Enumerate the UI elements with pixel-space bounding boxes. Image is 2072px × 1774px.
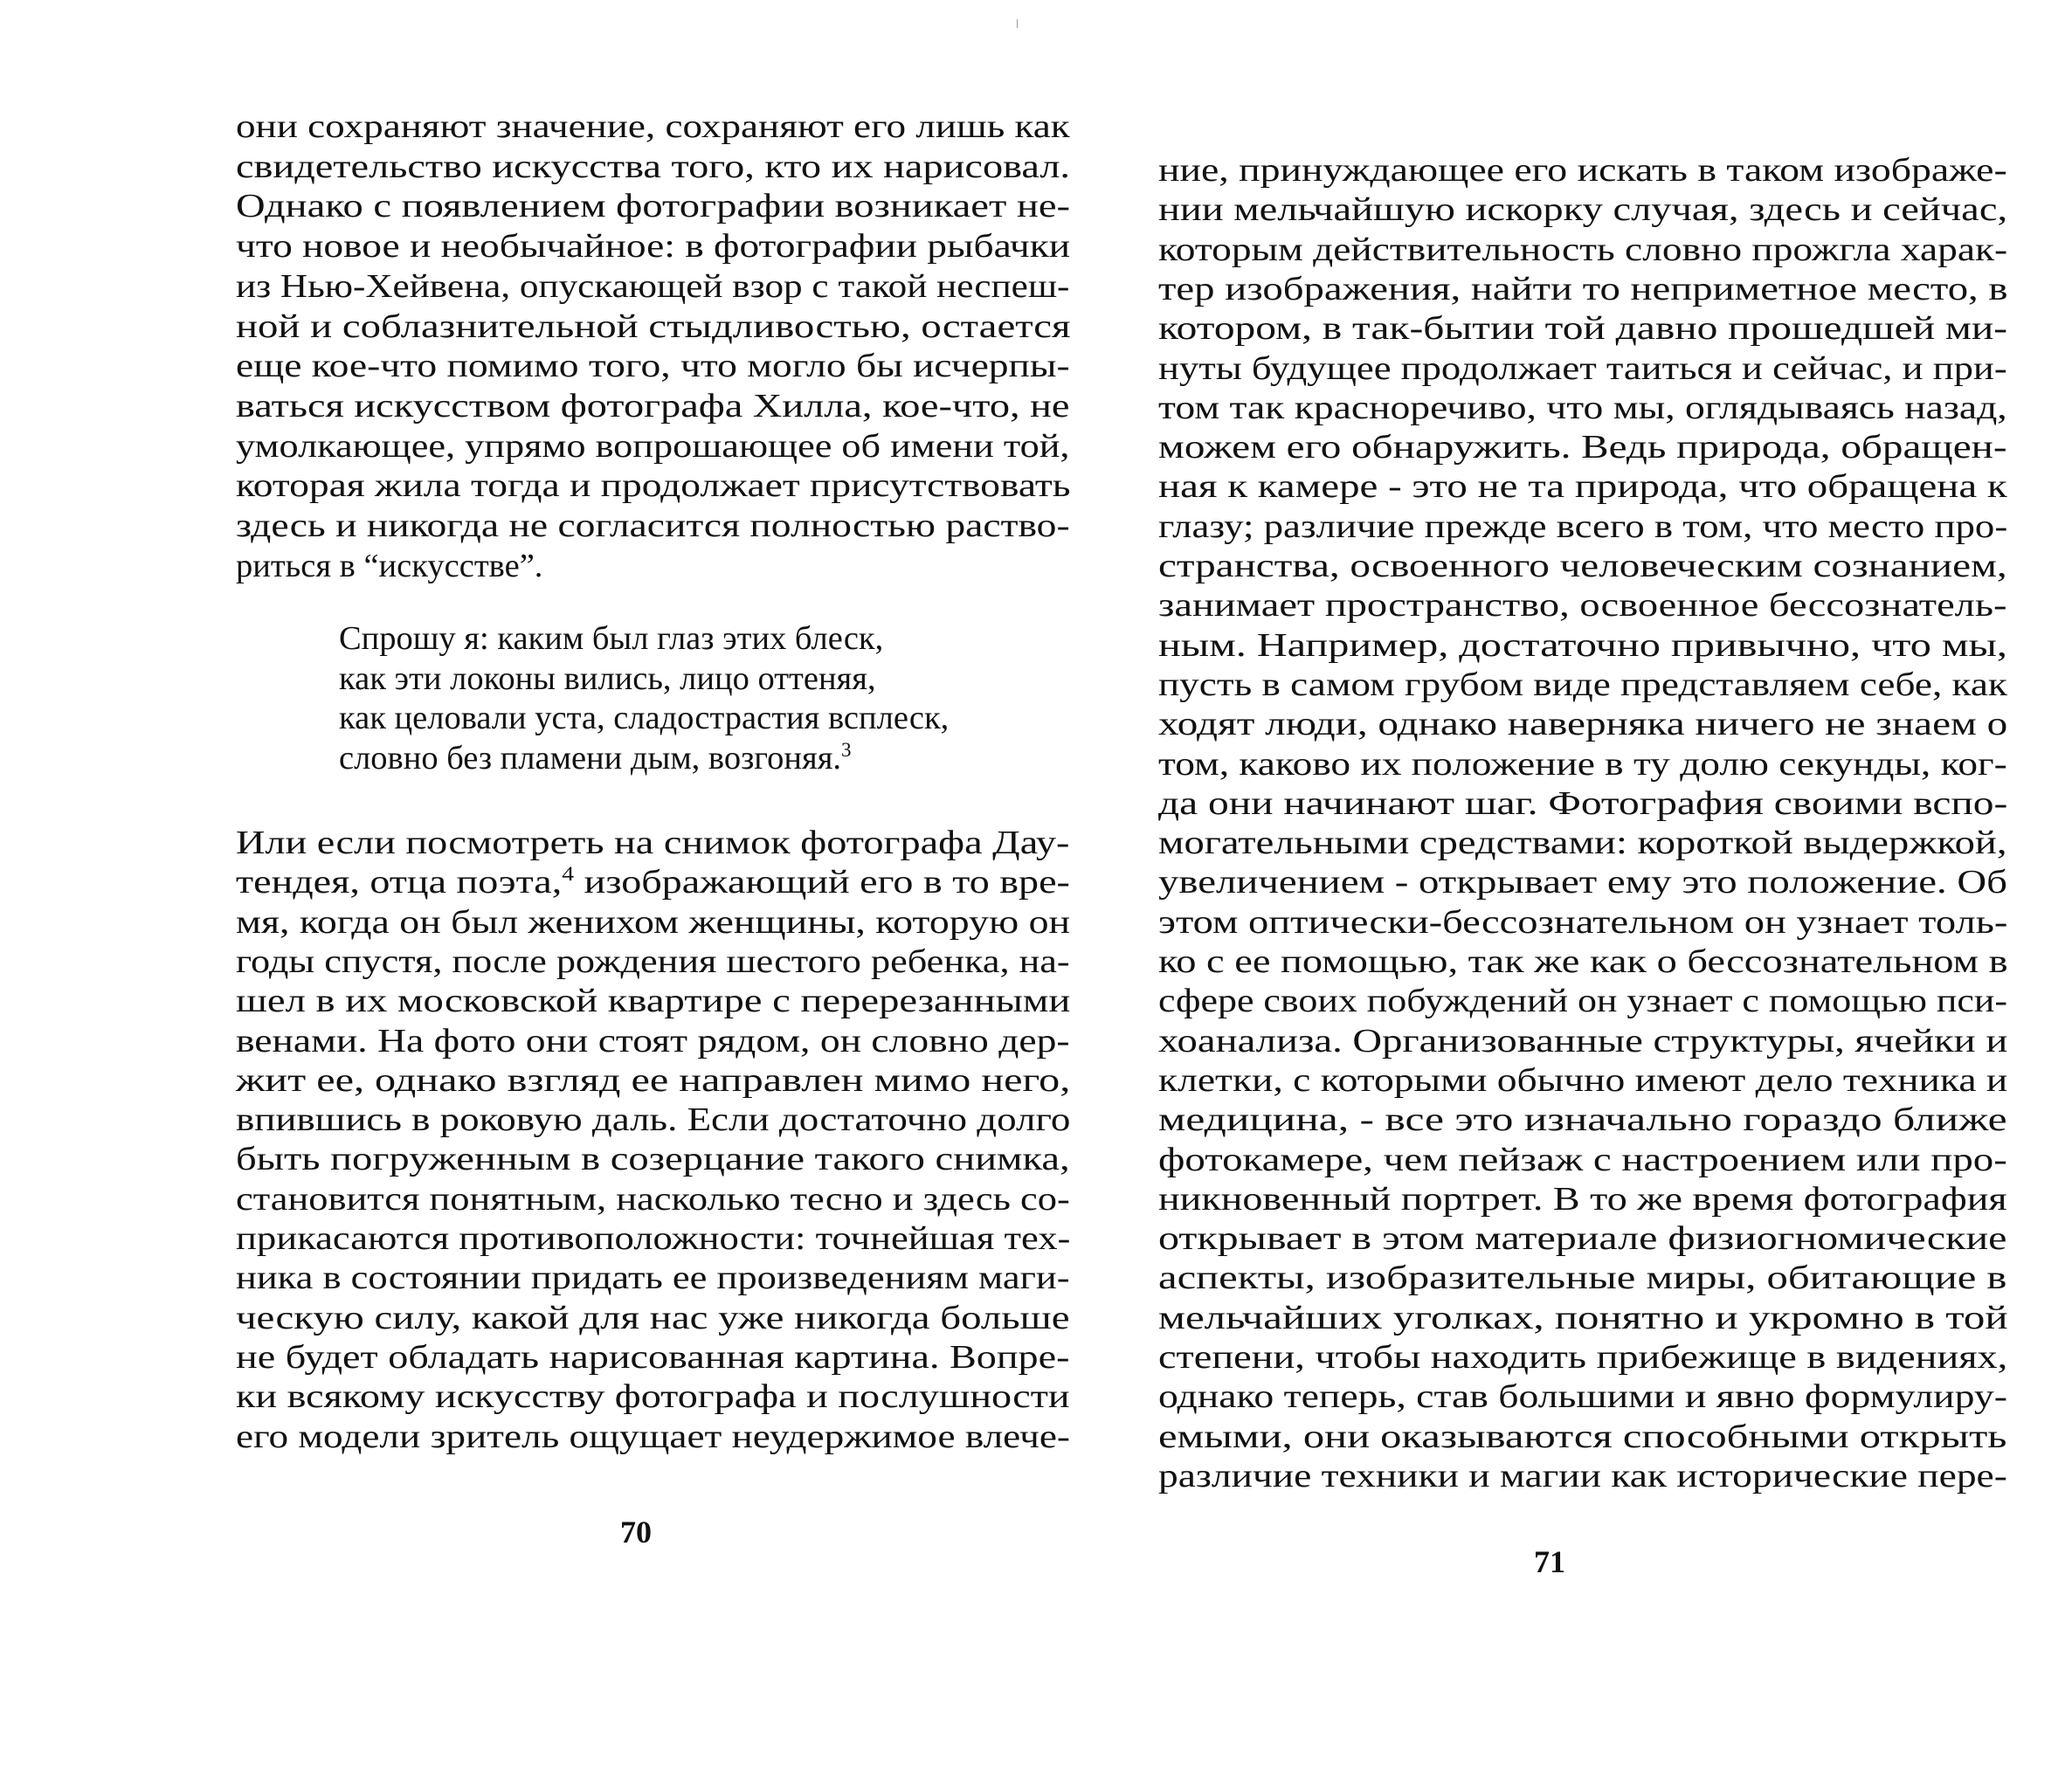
text-line (1158, 1140, 2007, 1180)
line-text: открывает в этом материале физиогномические (1158, 1220, 2007, 1258)
text-line (1158, 466, 2007, 507)
line-text: быть погруженным в созерцание такого снимка, (236, 1141, 1070, 1178)
line-text: ческую силу, какой для нас уже никогда больше (236, 1299, 1070, 1336)
text-line (1158, 1417, 2006, 1457)
line-text: емыми, они оказываются способными открыть (1158, 1418, 2007, 1455)
text-line (236, 1179, 1070, 1219)
right-page (1036, 0, 2072, 1774)
text-line (1158, 1377, 2007, 1417)
text-line (1158, 704, 2007, 744)
line-text: умолкающее, упрямо вопрошающее об имени той, (236, 427, 1070, 465)
page-number-right: 71 (1534, 1544, 1565, 1579)
line-text: ние, принуждающее его искать в таком изображе- (1158, 152, 2007, 189)
line-text: они сохраняют значение, сохраняют его лишь как (236, 108, 1070, 145)
line-text: различие техники и магии как исторические пере- (1158, 1457, 2007, 1494)
text-line (1158, 1179, 2007, 1219)
line-text: ной и соблазнительной стыдливостью, остается (236, 307, 1071, 345)
line-text: впившись в роковую даль. Если достаточно долго (236, 1101, 1071, 1139)
text-line (1158, 783, 2007, 824)
line-text: ника в состоянии придать ее произведениям маги- (236, 1260, 1070, 1297)
text-line (236, 1377, 1070, 1417)
text-line (236, 1060, 1070, 1101)
line-text: медицина, - все это изначально гораздо ближе (1158, 1101, 2007, 1139)
text-line (236, 902, 1070, 942)
text-line (1158, 1337, 2007, 1377)
line-text: фотокамере, чем пейзаж с настроением или про- (1158, 1141, 2007, 1178)
gutter-mark (1017, 19, 1018, 28)
page-number-left: 70 (620, 1515, 652, 1550)
line-text: нии мельчайшую искорку случая, здесь и сейчас, (1158, 191, 2008, 229)
line-text: можем его обнаружить. Ведь природа, обращен- (1158, 429, 2007, 466)
text-line (236, 1139, 1070, 1179)
text-line (1158, 150, 2007, 190)
text-line (1158, 507, 2007, 547)
text-line (236, 1100, 1070, 1140)
text-line (236, 346, 1070, 386)
text-line (1158, 665, 2007, 705)
text-line (339, 618, 883, 659)
line-text: свидетельство искусства того, кто их нарисовал. (236, 148, 1071, 185)
text-line (236, 426, 1069, 466)
text-line (1158, 1060, 2007, 1101)
text-line (236, 1021, 1070, 1061)
line-text: клетки, с которыми обычно имеют дело техника и (1158, 1061, 2008, 1099)
text-line (1158, 942, 2008, 982)
line-text: занимает пространство, освоенное бессознатель- (1158, 587, 2007, 625)
text-line (236, 506, 1070, 546)
text-line (236, 823, 1069, 863)
line-text: из Нью-Хейвена, опускающей взор с такой неспеш- (236, 267, 1070, 305)
verse-line: Спрошу я: каким был глаз этих блеск, (339, 620, 884, 657)
line-text: мя, когда он был женихом женщины, которую он (236, 903, 1070, 941)
verse-line: как целовали уста, сладострастия всплеск, (339, 700, 950, 736)
line-text-rest: изображающий его в то вре- (574, 864, 1070, 901)
text-line (236, 226, 1070, 266)
line-text: нуты будущее продолжает таиться и сейчас, и при- (1158, 349, 2007, 387)
text-line (1158, 1456, 2007, 1496)
line-text: могательными средствами: короткой выдержкой, (1158, 825, 2007, 862)
text-line (339, 698, 949, 738)
line-text: которым действительность словно прожгла харак- (1158, 231, 2008, 268)
text-line (236, 266, 1069, 307)
text-line (1158, 1298, 2008, 1338)
verse-line: как эти локоны вились, лицо оттеняя, (339, 659, 876, 697)
text-line (1158, 585, 2006, 625)
line-text: хоанализа. Организованные структуры, ячейки и (1158, 1022, 2008, 1060)
line-text: жит ее, однако взгляд ее направлен мимо него, (236, 1061, 1071, 1099)
text-line (1158, 388, 2007, 428)
line-text: которая жила тогда и продолжает присутствовать (236, 467, 1071, 505)
line-text: его модели зритель ощущает неудержимое влече- (236, 1418, 1070, 1455)
footnote-ref: 3 (841, 737, 852, 761)
line-text: Однако с появлением фотографии возникает не- (236, 188, 1071, 225)
text-line (1158, 902, 2007, 942)
text-line (236, 147, 1070, 187)
text-line (1158, 625, 2007, 666)
text-line (1158, 744, 2007, 784)
line-text: том, каково их положение в ту долю секунды, ког- (1158, 745, 2007, 783)
line-text: ко с ее помощью, так же как о бессознательном в (1158, 943, 2008, 980)
line-text: мельчайших уголках, понятно и укромно в той (1158, 1299, 2008, 1336)
line-text: ваться искусством фотографа Хилла, кое-что, не (236, 387, 1070, 425)
text-line (236, 186, 1070, 226)
line-text: шел в их московской квартире с перерезанными (236, 983, 1071, 1020)
text-line (236, 1218, 1070, 1259)
line-text: этом оптически-бессознательном он узнает толь- (1158, 903, 2008, 941)
text-line (1158, 1100, 2007, 1140)
text-line (1158, 1021, 2007, 1061)
line-text: еще кое-что помимо того, что могло бы исчерпы- (236, 348, 1070, 385)
line-text: никновенный портрет. В то же время фотография (1158, 1180, 2007, 1218)
text-line (236, 386, 1069, 426)
line-text: том так красноречиво, что мы, оглядываясь назад, (1158, 389, 2007, 426)
text-line (1158, 862, 2007, 902)
text-line (1158, 823, 2006, 863)
text-line (1158, 269, 2007, 309)
text-line (236, 1417, 1070, 1457)
text-line (1158, 427, 2007, 467)
text-line (1158, 230, 2007, 270)
text-line (1158, 546, 2007, 586)
line-text: тер изображения, найти то неприметное место, в (1158, 270, 2008, 307)
text-line (236, 307, 1071, 347)
footnote-ref: 4 (562, 862, 575, 886)
text-line (236, 862, 1070, 902)
text-line (1158, 1218, 2006, 1259)
line-text: ная к камере - это не та природа, что обращена к (1158, 468, 2007, 506)
text-line (339, 738, 852, 778)
line-text: ным. Например, достаточно привычно, что мы, (1158, 626, 2007, 664)
text-line (236, 1258, 1070, 1298)
text-line (236, 466, 1070, 506)
text-line (236, 942, 1070, 982)
line-text: здесь и никогда не согласится полностью раство- (236, 507, 1070, 544)
line-text: странства, освоенного человеческим сознанием, (1158, 548, 2007, 584)
line-text: риться в “искусстве”. (236, 547, 543, 584)
line-text: не будет обладать нарисованная картина. Вопре- (236, 1338, 1070, 1376)
text-line (236, 981, 1070, 1021)
text-line (1158, 308, 2007, 349)
line-text: венами. На фото они стоят рядом, он словно дер- (236, 1022, 1070, 1060)
text-line (236, 1298, 1070, 1338)
line-text: глазу; различие прежде всего в том, что место про- (1158, 507, 2008, 545)
line-text: ходят люди, однако наверняка ничего не знаем о (1158, 706, 2008, 743)
line-text: ки всякому искусству фотографа и послушности (236, 1378, 1070, 1416)
text-line (1158, 981, 2007, 1021)
verse-line: словно без пламени дым, возгоняя. (339, 739, 842, 777)
text-line (1158, 1258, 2006, 1298)
line-text: степени, чтобы находить прибежище в видениях, (1158, 1339, 2008, 1376)
line-text: Или если посмотреть на снимок фотографа Дау- (236, 825, 1070, 861)
text-line (236, 107, 1070, 147)
line-text: прикасаются противоположности: точнейшая тех- (236, 1220, 1071, 1257)
line-text: увеличением - открывает ему это положение. Об (1158, 864, 2007, 901)
line-text: что новое и необычайное: в фотографии рыбачки (236, 228, 1071, 266)
line-text: котором, в так-бытии той давно прошедшей ми- (1158, 310, 2008, 348)
text-line (1158, 349, 2007, 389)
line-text: тендея, отца поэта, (236, 864, 563, 901)
text-line (1158, 190, 2007, 230)
line-text: годы спустя, после рождения шестого ребенка, на- (236, 942, 1070, 980)
line-text: пусть в самом грубом виде представляем себе, как (1158, 666, 2007, 703)
line-text: становится понятным, насколько тесно и здесь со- (236, 1180, 1070, 1218)
line-text: да они начинают шаг. Фотография своими вспо- (1158, 784, 2008, 822)
text-line (236, 546, 542, 586)
line-text: сфере своих побуждений он узнает с помощью пси- (1158, 983, 2008, 1020)
text-line (236, 1337, 1069, 1377)
text-line (339, 659, 876, 699)
line-text: аспекты, изобразительные миры, обитающие в (1158, 1260, 2007, 1297)
line-text: однако теперь, став большими и явно формулиру- (1158, 1378, 2007, 1416)
